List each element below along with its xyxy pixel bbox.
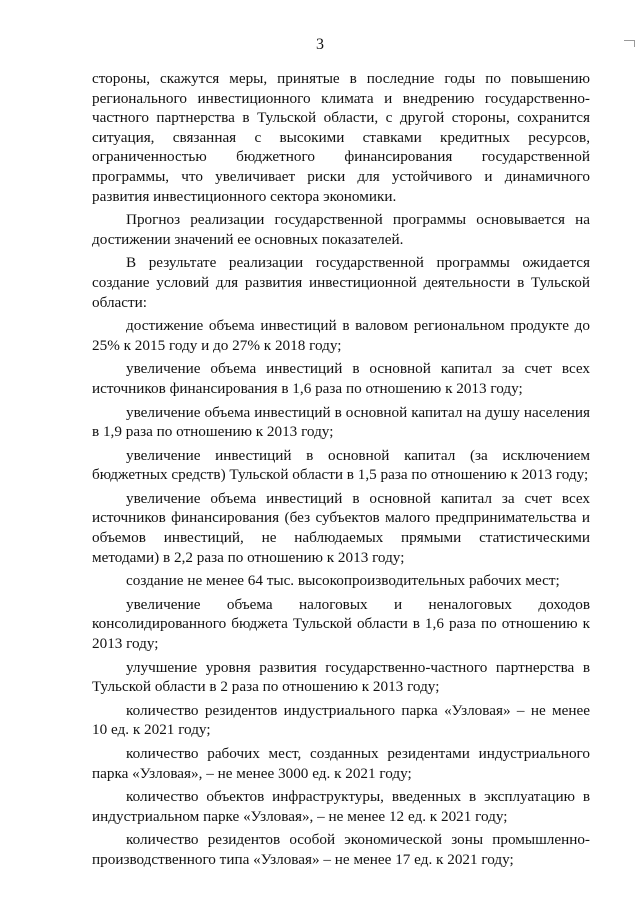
list-item: увеличение объема инвестиций в основной капитал за счет всех источников финансирования (без субъектов малого предпринимательства и объемов инвестиций, не наблюдаемых прямыми статистическими методами) в 2,2 раза по отношению к 2013 году; [92, 489, 590, 566]
paragraph-continuation: стороны, скажутся меры, принятые в последние годы по повышению регионального инвестиционного климата и внедрению государственно-частного партнерства в Тульской области, с другой стороны, сохранится ситуация, связанная с высокими ставками кредитных ресурсов, ограниченностью бюджетного финансирования государственной программы, что увеличивает риски для устойчивого и динамичного развития инвестиционного сектора экономики. [92, 70, 590, 205]
list-item: количество рабочих мест, созданных резидентами индустриального парка «Узловая», – не менее 3000 ед. к 2021 году; [92, 745, 590, 782]
list-item: улучшение уровня развития государственно-частного партнерства в Тульской области в 2 раза по отношению к 2013 году; [92, 658, 590, 696]
list-item: увеличение объема инвестиций в основной капитал за счет всех источников финансирования в 1,6 раза по отношению к 2013 году; [92, 360, 590, 397]
body-text [92, 69, 590, 870]
list-item: количество резидентов индустриального парка «Узловая» – не менее 10 ед. к 2021 году; [92, 701, 590, 739]
list-item: увеличение объема инвестиций в основной капитал на душу населения в 1,9 раза по отношению к 2013 году; [92, 403, 590, 441]
list-item: увеличение объема налоговых и неналоговых доходов консолидированного бюджета Тульской области в 1,6 раза по отношению к 2013 году; [92, 595, 590, 653]
list-item: количество резидентов особой экономической зоны промышленно-производственного типа «Узловая» – не менее 17 ед. к 2021 году; [92, 831, 590, 868]
list-item: создание не менее 64 тыс. высокопроизводительных рабочих мест; [126, 572, 560, 590]
paragraph-results-intro: В результате реализации государственной программы ожидается создание условий для развития инвестиционной деятельности в Тульской области: [92, 254, 590, 311]
list-item: количество объектов инфраструктуры, введенных в эксплуатацию в индустриальном парке «Узловая», – не менее 12 ед. к 2021 году; [92, 788, 590, 825]
paragraph-forecast: Прогноз реализации государственной программы основывается на достижении значений ее основных показателей. [92, 211, 590, 248]
page-number: 3 [316, 36, 324, 53]
list-item: увеличение инвестиций в основной капитал (за исключением бюджетных средств) Тульской области в 1,5 раза по отношению к 2013 году; [92, 446, 590, 484]
list-item: достижение объема инвестиций в валовом региональном продукте до 25% к 2015 году и до 27% к 2018 году; [92, 317, 590, 354]
